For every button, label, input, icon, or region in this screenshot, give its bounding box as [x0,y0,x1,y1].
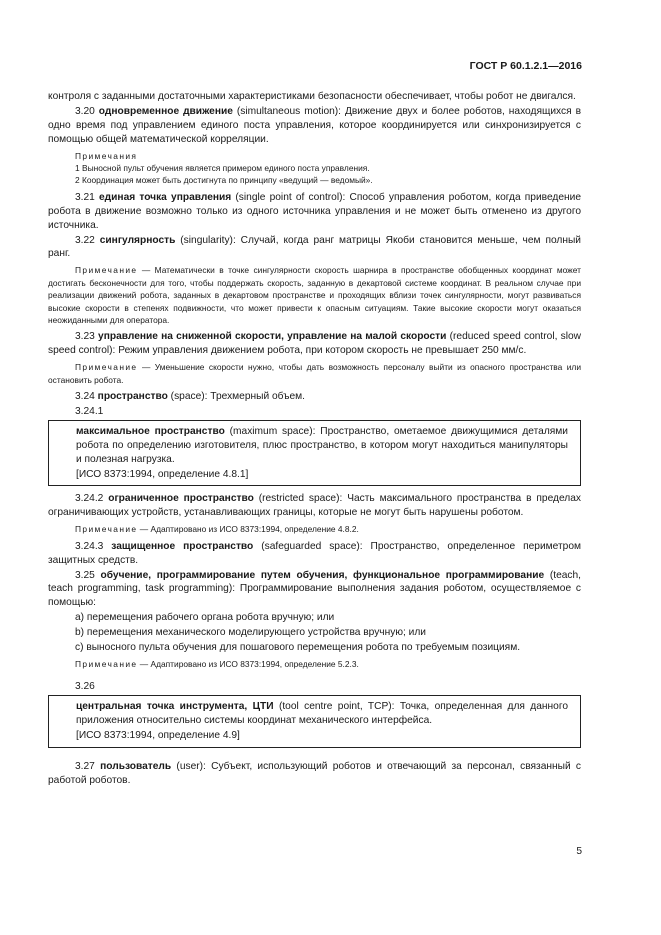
note-3-24-2: Примечание — Адаптировано из ИСО 8373:1994, определение 4.8.2. [75,524,359,535]
term-3-22: 3.22 сингулярность (singularity): Случай, когда ранг матрицы Якоби становится меньше, чем полный ранг. [48,234,581,260]
list-item-c: c) выносного пульта обучения для пошагового перемещения робота по требуемым позициям. [75,642,521,654]
definition-box-3-24-1 [48,420,581,487]
term-title: пространство [97,391,168,403]
term-3-23: 3.23 управление на сниженной скорости, управление на малой скорости (reduced speed control, slow speed control): Режим управления движением робота, при котором скорость не превышает 250 мм/с. [48,331,581,357]
term-title: сингулярность [99,234,176,246]
definition-box-3-26 [48,695,581,748]
term-3-24-1-number: 3.24.1 [75,405,104,417]
note-3-25: Примечание — Адаптировано из ИСО 8373:1994, определение 5.2.3. [75,658,359,669]
term-title: максимальное пространство [76,425,225,437]
term-title: ограниченное пространство [108,493,254,505]
standard-code: ГОСТ Р 60.1.2.1—2016 [469,60,582,72]
note-3-23: Примечание — Уменьшение скорости нужно, чтобы дать возможность персоналу выйти из опасного пространства или остановить робота. [48,362,581,385]
term-3-24-3: 3.24.3 защищенное пространство (safeguarded space): Пространство, определенное периметром защитных средств. [48,540,581,566]
term-title: обучение, программирование путем обучения, функциональное программирование [100,569,545,581]
term-3-27: 3.27 пользователь (user): Субъект, использующий роботов и отвечающий за персонал, связанный с работой роботов. [48,760,581,786]
term-3-25: 3.25 обучение, программирование путем обучения, функциональное программирование (teach, teach programming, task programming): Программирование выполнения задания роботом, осуществляемое с помощью: [48,569,581,609]
source-reference: [ИСО 8373:1994, определение 4.8.1] [76,468,249,480]
term-title: центральная точка инструмента, ЦТИ [76,701,274,713]
term-3-26-number: 3.26 [75,681,95,693]
term-3-24-2: 3.24.2 ограниченное пространство (restricted space): Часть максимального пространства в пределах ограничивающих устройств, устанавливающих границы, которые не могут быть нарушены роботом. [48,493,581,519]
term-title: одновременное движение [98,105,233,117]
note-3-22: Примечание — Математически в точке сингулярности скорость шарнира в пространстве обобщенных координат может достигать бесконечности для того, чтобы поддержать скорость, заданную в декартовой системе координат. В реальном случае при реализации движений робота, заданных в декартовом пространстве и проходящих вблизи точек сингулярности, могут развиваться высокие скорости в степенях подвижности, что может привести к опасным ситуациям. Такие высокие скорости могут оказаться неожиданными для оператора. [48,265,581,325]
list-item-b: b) перемещения механического моделирующего устройства вручную; или [75,627,426,639]
list-item-a: a) перемещения рабочего органа робота вручную; или [75,612,335,624]
notes-3-20 [48,150,581,187]
term-title: управление на сниженной скорости, управление на малой скорости [98,331,447,343]
note-item: 2 Координация может быть достигнута по принципу «ведущий — ведомый». [75,175,373,186]
term-title: пользователь [100,760,172,772]
note-item: 1 Выносной пульт обучения является примером единого поста управления. [75,163,370,174]
page-number: 5 [576,846,582,857]
term-title: защищенное пространство [111,540,254,552]
document-body [48,90,581,789]
source-reference: [ИСО 8373:1994, определение 4.9] [76,730,240,742]
term-title: единая точка управления [99,191,232,203]
term-3-20: 3.20 одновременное движение (simultaneous motion): Движение двух и более роботов, находящихся в одно время под управлением единого поста управления, которое координируется или синхронизируется с помощью общей математической корреляции. [48,105,581,145]
term-3-24-1: максимальное пространство (maximum space): Пространство, ометаемое движущимися деталями робота по определению изготовителя, плюс пространство, в котором могут находиться манипуляторы и полезная нагрузка. [76,425,568,465]
term-3-21: 3.21 единая точка управления (single point of control): Способ управления роботом, когда приведение робота в движение возможно только из одного источника управления и не может быть отменено из другого источника. [48,191,581,231]
notes-heading: Примечания [75,150,138,161]
term-3-24: 3.24 пространство (space): Трехмерный объем. [75,391,305,403]
paragraph-continuation: контроля с заданными достаточными характеристиками безопасности обеспечивает, чтобы робот не двигался. [48,91,576,102]
term-3-26: центральная точка инструмента, ЦТИ (tool centre point, TCP): Точка, определенная для данного приложения относительно системы координат механического интерфейса. [76,701,568,727]
